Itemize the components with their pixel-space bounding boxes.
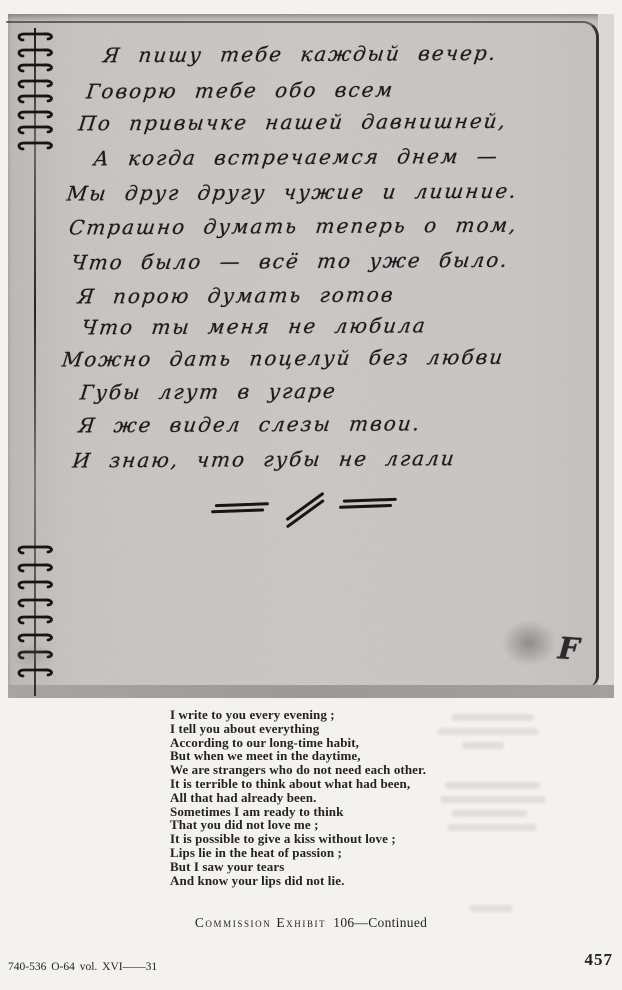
ink-smudge	[10, 642, 54, 670]
handwritten-poem	[6, 12, 616, 700]
poem-line: Что ты меня не любила	[80, 313, 429, 340]
bleed-through-artifact	[445, 782, 540, 789]
translation-line: But when we meet in the daytime,	[170, 748, 361, 764]
poem-line: А когда встречаемся днем —	[92, 143, 501, 171]
bleed-through-artifact	[470, 905, 512, 912]
translation-line: That you did not love me ;	[170, 817, 319, 833]
exhibit-caption-name: Commission Exhibit	[194, 915, 327, 930]
poem-line: По привычке нашей давнишней,	[77, 108, 509, 136]
translation-line: I write to you every evening ;	[170, 707, 335, 722]
translation-line: Lips lie in the heat of passion ;	[170, 844, 342, 860]
translation-line: And know your lips did not lie.	[170, 872, 345, 888]
bleed-through-artifact	[448, 824, 536, 831]
poem-line: Губы лгут в угаре	[78, 378, 339, 405]
photo-f-annotation: F	[556, 631, 581, 668]
bleed-through-artifact	[440, 796, 545, 803]
poem-line: Мы друг другу чужие и лишние.	[65, 178, 520, 206]
bleed-through-artifact	[452, 810, 527, 817]
translation-line: All that had already been.	[170, 789, 317, 805]
poem-line: Я пишу тебе каждый вечер.	[101, 40, 499, 68]
translation-line: Sometimes I am ready to think	[170, 803, 344, 819]
poem-line: Говорю тебе обо всем	[84, 77, 396, 104]
poem-line: Страшно думать теперь о том,	[67, 212, 520, 240]
notebook-page-photograph	[8, 14, 614, 698]
translation-line: We are strangers who do not need each other.	[170, 762, 427, 778]
poem-line: Я же видел слезы твои.	[77, 411, 423, 438]
poem-line: Можно дать поцелуй без любви	[60, 344, 506, 372]
poem-line: Я порою думать готов	[76, 282, 397, 309]
divider-left-bars-icon	[213, 502, 269, 515]
translation-line: It is possible to give a kiss without love ;	[170, 831, 396, 847]
bleed-through-artifact	[452, 714, 534, 721]
divider-right-bars-icon	[341, 498, 397, 511]
poem-line: И знаю, что губы не лгали	[71, 446, 458, 473]
bleed-through-artifact	[438, 728, 538, 735]
bleed-through-artifact	[462, 742, 504, 749]
ink-smudge	[502, 620, 556, 666]
translation-line: But I saw your tears	[170, 858, 285, 874]
poem-line: Что было — всё то уже было.	[70, 247, 511, 275]
print-code: 740-536 O-64 vol. XVI——31	[8, 961, 158, 973]
english-translation	[170, 708, 426, 887]
translation-line: According to our long-time habit,	[170, 734, 360, 750]
exhibit-caption	[0, 915, 622, 931]
page-number: 457	[584, 950, 613, 969]
exhibit-caption-number: 106—Continued	[333, 915, 428, 930]
translation-line: I tell you about everything	[170, 720, 320, 736]
translation-line: It is terrible to think about what had been,	[170, 775, 411, 791]
